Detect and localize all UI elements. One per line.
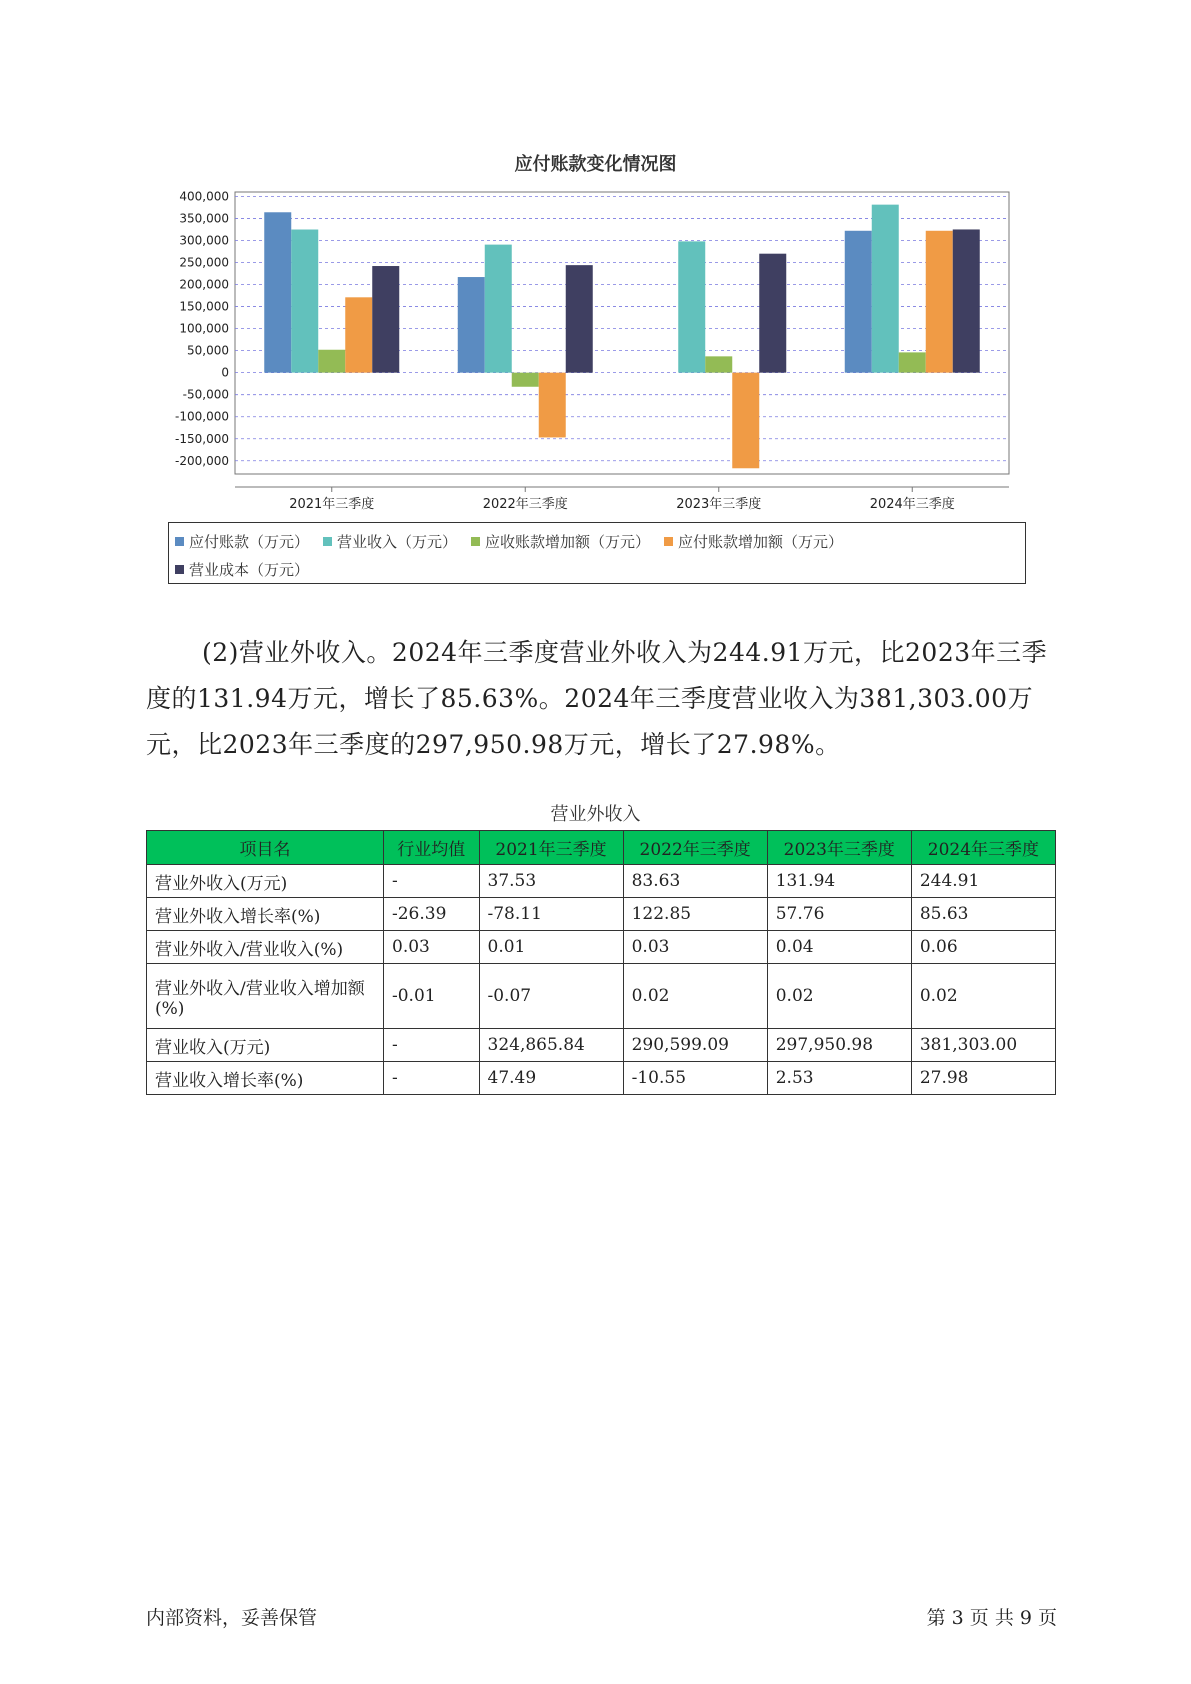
chart-legend (168, 522, 1026, 584)
y-tick-label: -150,000 (175, 431, 229, 446)
y-tick-label: 250,000 (179, 255, 229, 270)
footer-page-number: 第 3 页 共 9 页 (926, 1607, 1057, 1629)
table-header-cell: 2022年三季度 (623, 831, 767, 865)
table-cell: 营业外收入(万元) (147, 865, 384, 898)
bar (705, 356, 732, 372)
legend-label: 营业成本（万元） (189, 560, 310, 579)
table-cell: 0.02 (911, 964, 1055, 1029)
y-tick-label: 350,000 (179, 211, 229, 226)
bar (458, 277, 485, 373)
legend-item (323, 531, 457, 552)
legend-row-1 (175, 527, 1019, 555)
table-row (147, 931, 1056, 964)
bar (372, 266, 399, 373)
bar (759, 254, 786, 373)
table-cell: 47.49 (479, 1062, 623, 1095)
table-cell: 0.03 (623, 931, 767, 964)
table-cell: 131.94 (767, 865, 911, 898)
table-cell: 0.02 (767, 964, 911, 1029)
y-tick-label: 150,000 (179, 299, 229, 314)
table-cell: 0.03 (384, 931, 480, 964)
bar (899, 352, 926, 372)
table-header-cell: 项目名 (147, 831, 384, 865)
y-tick-label: 0 (221, 365, 229, 380)
data-table (146, 830, 1056, 1095)
y-tick-label: -100,000 (175, 409, 229, 424)
y-tick-label: 200,000 (179, 277, 229, 292)
legend-item (175, 559, 309, 580)
y-tick-label: -50,000 (182, 387, 229, 402)
table-cell: 营业外收入增长率(%) (147, 898, 384, 931)
table-cell: 85.63 (911, 898, 1055, 931)
table-cell: 营业收入(万元) (147, 1029, 384, 1062)
table-cell: 0.01 (479, 931, 623, 964)
legend-swatch (471, 537, 480, 546)
bar (512, 373, 539, 387)
table-cell: 122.85 (623, 898, 767, 931)
table-cell: 83.63 (623, 865, 767, 898)
table-header-cell: 行业均值 (384, 831, 480, 865)
bar (732, 373, 759, 469)
table-cell: 290,599.09 (623, 1029, 767, 1062)
table-cell: 381,303.00 (911, 1029, 1055, 1062)
y-tick-label: 300,000 (179, 233, 229, 248)
table-cell: 营业外收入/营业收入增加额(%) (147, 964, 384, 1029)
table-cell: 244.91 (911, 865, 1055, 898)
bar (318, 350, 345, 373)
bar (566, 265, 593, 373)
chart-title: 应付账款变化情况图 (514, 154, 677, 175)
legend-swatch (323, 537, 332, 546)
table-cell: -10.55 (623, 1062, 767, 1095)
table-cell: 0.04 (767, 931, 911, 964)
table-cell: -78.11 (479, 898, 623, 931)
legend-item (175, 531, 309, 552)
table-cell: - (384, 1062, 480, 1095)
y-tick-label: 100,000 (179, 321, 229, 336)
table-cell: 0.06 (911, 931, 1055, 964)
table-caption: 营业外收入 (550, 804, 641, 825)
bar (345, 297, 372, 372)
bar-chart (0, 0, 1191, 520)
legend-item (471, 531, 650, 552)
footer-confidential-note: 内部资料，妥善保管 (146, 1607, 318, 1629)
table-header-cell: 2023年三季度 (767, 831, 911, 865)
legend-swatch (175, 565, 184, 574)
legend-label: 营业收入（万元） (337, 532, 458, 551)
legend-swatch (175, 537, 184, 546)
table-cell: 2.53 (767, 1062, 911, 1095)
y-tick-label: 50,000 (187, 343, 229, 358)
bar (872, 205, 899, 373)
table-cell: 营业收入增长率(%) (147, 1062, 384, 1095)
table-header-cell: 2021年三季度 (479, 831, 623, 865)
table-row (147, 1029, 1056, 1062)
table-cell: 57.76 (767, 898, 911, 931)
legend-label: 应付账款（万元） (189, 532, 310, 551)
table-cell: - (384, 1029, 480, 1062)
table-cell: 营业外收入/营业收入(%) (147, 931, 384, 964)
y-tick-label: 400,000 (179, 189, 229, 204)
bar (678, 241, 705, 372)
table-cell: 297,950.98 (767, 1029, 911, 1062)
table-cell: 27.98 (911, 1062, 1055, 1095)
x-tick-label: 2023年三季度 (676, 497, 762, 512)
table-row (147, 964, 1056, 1029)
table-cell: 324,865.84 (479, 1029, 623, 1062)
table-row (147, 865, 1056, 898)
legend-item (664, 531, 843, 552)
table-cell: -0.01 (384, 964, 480, 1029)
table-cell: - (384, 865, 480, 898)
legend-label: 应收账款增加额（万元） (485, 532, 651, 551)
table-header-cell: 2024年三季度 (911, 831, 1055, 865)
bar (264, 212, 291, 372)
x-tick-label: 2022年三季度 (482, 497, 568, 512)
table-row (147, 898, 1056, 931)
legend-row-2 (175, 555, 1019, 583)
bar (291, 230, 318, 373)
table-row (147, 1062, 1056, 1095)
y-tick-label: -200,000 (175, 453, 229, 468)
bar (485, 245, 512, 373)
bar (845, 231, 872, 373)
body-paragraph: (2)营业外收入。2024年三季度营业外收入为244.91万元，比2023年三季度的131.94万元，增长了85.63%。2024年三季度营业收入为381,303.00万元，比2023年三季度的297,950.98万元，增长了27.98%。 (146, 638, 1048, 759)
legend-swatch (664, 537, 673, 546)
bar (953, 229, 980, 372)
legend-label: 应付账款增加额（万元） (678, 532, 844, 551)
table-header-row (147, 831, 1056, 865)
table-cell: 37.53 (479, 865, 623, 898)
x-tick-label: 2021年三季度 (289, 497, 375, 512)
bar (926, 231, 953, 373)
table-cell: -0.07 (479, 964, 623, 1029)
table-cell: 0.02 (623, 964, 767, 1029)
table-cell: -26.39 (384, 898, 480, 931)
x-tick-label: 2024年三季度 (869, 497, 955, 512)
bar (539, 373, 566, 438)
